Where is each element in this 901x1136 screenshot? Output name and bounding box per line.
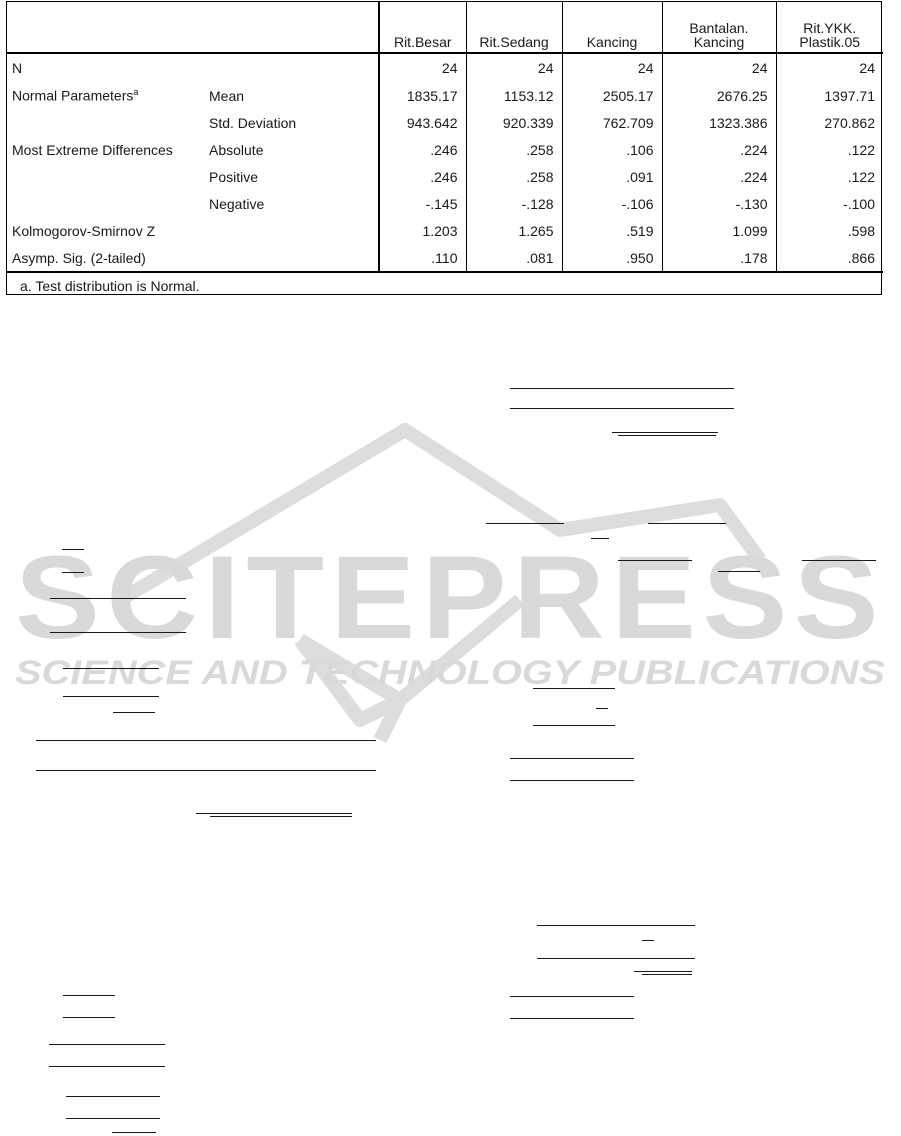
table-cell: 1.099: [662, 217, 776, 244]
table-cell: .224: [662, 163, 776, 190]
formula-rule: [49, 1044, 165, 1045]
table-cell: 1.203: [379, 217, 466, 244]
table-cell: .122: [776, 136, 883, 163]
table-row: [7, 190, 883, 217]
table-row: [7, 163, 883, 190]
formula-rule: [634, 971, 692, 972]
row-label: [7, 109, 205, 136]
table-cell: 1.265: [466, 217, 562, 244]
watermark-brand: SCITEPRESS: [15, 532, 885, 664]
table-cell: -.100: [776, 190, 883, 217]
column-header: Kancing: [562, 2, 662, 53]
table-cell: 24: [662, 53, 776, 82]
table-cell: .122: [776, 163, 883, 190]
table-cell: .598: [776, 217, 883, 244]
table-cell: 920.339: [466, 109, 562, 136]
table-header-row: [7, 2, 883, 53]
formula-rule: [718, 571, 760, 572]
table-cell: -.130: [662, 190, 776, 217]
table-cell: .246: [379, 136, 466, 163]
table-cell: -.106: [562, 190, 662, 217]
table-cell: .081: [466, 244, 562, 272]
formula-rule: [62, 572, 84, 573]
formula-rule: [533, 725, 615, 726]
table-footnote: a. Test distribution is Normal.: [20, 278, 200, 294]
column-header: Rit.YKK. Plastik.05: [776, 2, 883, 53]
header-blank: [7, 2, 205, 53]
row-sublabel: Mean: [209, 87, 245, 104]
formula-rule: [510, 758, 634, 759]
formula-rule: [510, 780, 634, 781]
row-sublabel: Absolute: [209, 141, 264, 158]
formula-rule: [802, 560, 876, 561]
table-cell: .110: [379, 244, 466, 272]
formula-rule: [510, 996, 634, 997]
table-cell: .224: [662, 136, 776, 163]
table-cell: 270.862: [776, 109, 883, 136]
table-row: [7, 217, 883, 244]
table-cell: .258: [466, 136, 562, 163]
formula-rule: [63, 696, 159, 697]
ks-table-grid: [7, 2, 883, 299]
table-cell: 24: [466, 53, 562, 82]
row-label: N: [12, 60, 23, 76]
formula-rule: [113, 712, 155, 713]
table-cell: .519: [562, 217, 662, 244]
table-row: [7, 136, 883, 163]
table-row: [7, 82, 883, 109]
formula-rule: [612, 432, 718, 433]
table-cell: 24: [562, 53, 662, 82]
table-cell: 943.642: [379, 109, 466, 136]
row-label: Kolmogorov-Smirnov Z: [12, 222, 156, 239]
formula-rule: [537, 925, 695, 926]
table-cell: 1153.12: [466, 82, 562, 109]
row-sublabel: [205, 217, 379, 244]
table-cell: 1397.71: [776, 82, 883, 109]
table-cell: .258: [466, 163, 562, 190]
formula-rule: [537, 958, 695, 959]
formula-rule: [533, 688, 615, 689]
ks-test-table: [6, 1, 882, 295]
table-cell: 24: [776, 53, 883, 82]
formula-rule: [62, 549, 84, 550]
book-logo-icon: [120, 430, 760, 740]
column-header: Rit.Sedang: [466, 2, 562, 53]
footnote-marker: a: [133, 87, 139, 98]
column-header: Bantalan. Kancing: [662, 2, 776, 53]
formula-rule: [648, 523, 726, 524]
table-cell: 24: [379, 53, 466, 82]
table-cell: 1835.17: [379, 82, 466, 109]
formula-rule: [112, 1132, 156, 1133]
column-header: Rit.Besar: [379, 2, 466, 53]
formula-rule: [196, 813, 352, 814]
table-cell: .950: [562, 244, 662, 272]
table-footnote-row: [7, 272, 883, 299]
formula-rule: [50, 632, 186, 633]
table-cell: 1323.386: [662, 109, 776, 136]
row-label: Normal Parameters$^a$: [12, 87, 139, 104]
formula-rule: [66, 1096, 160, 1097]
table-row: [7, 244, 883, 272]
row-label: [7, 163, 205, 190]
row-label: Most Extreme Differences: [12, 141, 173, 158]
formula-rule: [36, 740, 376, 741]
table-row: [7, 53, 883, 82]
table-cell: .866: [776, 244, 883, 272]
header-blank: [205, 2, 379, 53]
table-cell: 2505.17: [562, 82, 662, 109]
row-label: Asymp. Sig. (2-tailed): [7, 244, 205, 272]
formula-rule: [510, 1018, 634, 1019]
formula-rule: [63, 668, 159, 669]
formula-rule: [642, 974, 692, 975]
watermark-tagline: SCIENCE AND TECHNOLOGY PUBLICATIONS: [15, 654, 886, 692]
table-cell: -.145: [379, 190, 466, 217]
row-sublabel: Negative: [209, 195, 265, 212]
formula-rule: [63, 1017, 115, 1018]
table-cell: .106: [562, 136, 662, 163]
row-sublabel: [205, 244, 379, 272]
table-cell: 762.709: [562, 109, 662, 136]
formula-rule: [510, 408, 734, 409]
formula-rule: [36, 770, 376, 771]
formula-rule: [618, 435, 716, 436]
formula-rule: [49, 1066, 165, 1067]
row-sublabel: [205, 53, 379, 82]
row-sublabel: Std. Deviation: [209, 114, 297, 131]
formula-rule: [50, 598, 186, 599]
formula-rule: [66, 1118, 160, 1119]
formula-rule: [618, 560, 692, 561]
table-cell: .178: [662, 244, 776, 272]
formula-rule: [63, 995, 115, 996]
formula-rule: [642, 940, 654, 941]
table-cell: -.128: [466, 190, 562, 217]
table-cell: 2676.25: [662, 82, 776, 109]
formula-rule: [486, 523, 564, 524]
formula-rule: [210, 816, 352, 817]
row-sublabel: Positive: [209, 168, 259, 185]
formula-rule: [596, 708, 608, 709]
table-row: [7, 109, 883, 136]
formula-rule: [510, 388, 734, 389]
row-label: [7, 190, 205, 217]
table-cell: .246: [379, 163, 466, 190]
table-cell: .091: [562, 163, 662, 190]
formula-rule: [591, 538, 609, 539]
